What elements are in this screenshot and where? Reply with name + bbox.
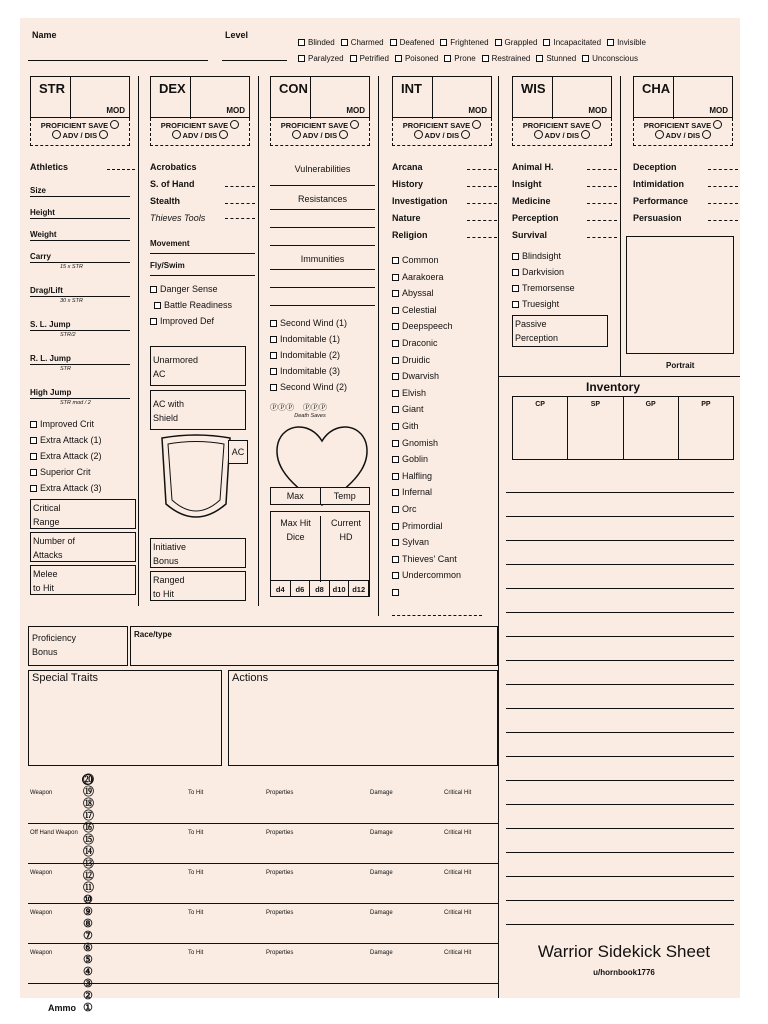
condition-3[interactable]: Prone xyxy=(444,54,475,63)
str-box[interactable]: Critical Range xyxy=(30,499,136,529)
ability-int: INT MOD PROFICIENT SAVE ADV / DIS xyxy=(392,76,492,146)
condition-2[interactable]: Poisoned xyxy=(395,54,438,63)
name-label: Name xyxy=(32,30,57,40)
language[interactable]: Aarakoera xyxy=(392,272,497,289)
language[interactable]: Goblin xyxy=(392,454,497,471)
str-stat[interactable]: Carry 15 x STR xyxy=(30,245,135,279)
language[interactable]: Primordial xyxy=(392,521,497,538)
skill-row[interactable]: Persuasion xyxy=(633,213,738,230)
sense[interactable]: Truesight xyxy=(512,299,617,315)
language[interactable]: Draconic xyxy=(392,338,497,355)
skill-row[interactable]: Stealth xyxy=(150,196,255,213)
language[interactable]: Druidic xyxy=(392,355,497,372)
str-check[interactable]: Improved Crit xyxy=(30,419,135,435)
shield-icon xyxy=(156,434,236,534)
condition-2[interactable]: Deafened xyxy=(390,38,435,47)
skill-row[interactable]: Intimidation xyxy=(633,179,738,196)
language[interactable]: Sylvan xyxy=(392,537,497,554)
con-check[interactable]: Second Wind (1) xyxy=(270,318,375,334)
skill-row[interactable]: S. of Hand xyxy=(150,179,255,196)
skill-row[interactable]: Athletics xyxy=(30,162,135,179)
ammo-13[interactable]: ⑬ xyxy=(83,858,95,870)
con-check[interactable]: Indomitable (2) xyxy=(270,350,375,366)
language[interactable]: Undercommon xyxy=(392,570,497,587)
ability-con: CON MOD PROFICIENT SAVE ADV / DIS xyxy=(270,76,370,146)
ammo-15[interactable]: ⑮ xyxy=(83,834,95,846)
condition-3[interactable]: Frightened xyxy=(440,38,488,47)
sense[interactable]: Blindsight xyxy=(512,251,617,267)
inventory-title: Inventory xyxy=(586,380,641,394)
ammo-4[interactable]: ④ xyxy=(83,966,93,978)
str-box[interactable]: Melee to Hit xyxy=(30,565,136,595)
con-check[interactable]: Indomitable (1) xyxy=(270,334,375,350)
language[interactable]: Deepspeech xyxy=(392,321,497,338)
str-box[interactable]: Number of Attacks xyxy=(30,532,136,562)
ammo-2[interactable]: ② xyxy=(83,990,93,1002)
language[interactable]: Elvish xyxy=(392,388,497,405)
condition-4[interactable]: Restrained xyxy=(482,54,531,63)
str-check[interactable]: Extra Attack (2) xyxy=(30,451,135,467)
ammo-10[interactable]: ⑩ xyxy=(83,894,93,906)
language[interactable]: Halfling xyxy=(392,471,497,488)
ammo-6[interactable]: ⑥ xyxy=(83,942,93,954)
con-check[interactable]: Indomitable (3) xyxy=(270,366,375,382)
condition-4[interactable]: Grappled xyxy=(495,38,538,47)
language[interactable] xyxy=(392,587,497,604)
ammo-12[interactable]: ⑫ xyxy=(83,870,95,882)
language[interactable]: Infernal xyxy=(392,487,497,504)
wis-column xyxy=(512,162,617,347)
condition-0[interactable]: Paralyzed xyxy=(298,54,344,63)
actions-box[interactable]: Actions xyxy=(228,670,498,766)
ammo-5[interactable]: ⑤ xyxy=(83,954,93,966)
ammo-11[interactable]: ⑪ xyxy=(83,882,95,894)
dex-check[interactable]: Danger Sense xyxy=(150,284,255,300)
proficiency-bonus-box[interactable]: Proficiency Bonus xyxy=(28,626,128,666)
cha-column xyxy=(633,162,738,230)
str-stat[interactable]: High Jump STR mod / 2 xyxy=(30,381,135,415)
language[interactable]: Common xyxy=(392,255,497,272)
sense[interactable]: Darkvision xyxy=(512,267,617,283)
skill-row[interactable]: Acrobatics xyxy=(150,162,197,172)
ammo-1[interactable]: ① xyxy=(83,1002,93,1014)
weapon-row[interactable]: Weapon To Hit Properties Damage Critical Hit xyxy=(28,790,498,824)
conditions-row-1 xyxy=(298,38,652,47)
sense[interactable]: Tremorsense xyxy=(512,283,617,299)
dex-column: Acrobatics S. of Hand Stealth Thieves Tools Movement Fly/Swim Danger Sense Battle Readiness Improved Def Unarmored AC AC with Shield AC Initiative Bonus Ranged to Hit xyxy=(150,162,255,601)
coin-gp[interactable]: GP xyxy=(624,397,679,459)
language[interactable]: Gnomish xyxy=(392,438,497,455)
coin-cp[interactable]: CP xyxy=(513,397,568,459)
skill-row[interactable]: Medicine xyxy=(512,196,617,213)
ammo-8[interactable]: ⑧ xyxy=(83,918,93,930)
skill-row[interactable]: Performance xyxy=(633,196,738,213)
con-check[interactable]: Second Wind (2) xyxy=(270,382,375,398)
sheet-title: Warrior Sidekick Sheet xyxy=(537,942,711,961)
ammo-row: Ammo⑳⑲⑱⑰⑯⑮⑭⑬⑫⑪⑩⑨⑧⑦⑥⑤④③②① xyxy=(48,774,95,1014)
ability-cha: CHA MOD PROFICIENT SAVE ADV / DIS xyxy=(633,76,733,146)
skill-row[interactable]: Perception xyxy=(512,213,617,230)
coin-table xyxy=(512,396,734,460)
str-stat[interactable]: Drag/Lift 30 x STR xyxy=(30,279,135,313)
str-stat[interactable]: Weight xyxy=(30,223,135,245)
skill-row[interactable]: Deception xyxy=(633,162,738,179)
character-sheet xyxy=(20,18,740,1014)
coin-pp[interactable]: PP xyxy=(701,401,711,408)
portrait-label: Portrait xyxy=(666,361,695,370)
condition-5[interactable]: Incapacitated xyxy=(543,38,601,47)
skill-row[interactable]: Nature xyxy=(392,213,497,230)
weapon-row[interactable]: Off Hand Weapon To Hit Properties Damage Critical Hit xyxy=(28,830,498,864)
special-traits-box[interactable]: Special Traits xyxy=(28,670,222,766)
race-type-box[interactable]: Race/type xyxy=(130,626,498,666)
str-stat[interactable]: Size xyxy=(30,179,135,201)
skill-row[interactable]: Investigation xyxy=(392,196,497,213)
ability-dex: DEX MOD PROFICIENT SAVE ADV / DIS xyxy=(150,76,250,146)
skill-row[interactable]: History xyxy=(392,179,497,196)
language[interactable]: Abyssal xyxy=(392,288,497,305)
condition-1[interactable]: Charmed xyxy=(341,38,384,47)
skill-row[interactable]: Survival xyxy=(512,230,617,247)
str-stat[interactable]: S. L. Jump STR/2 xyxy=(30,313,135,347)
language[interactable]: Gith xyxy=(392,421,497,438)
level-field[interactable] xyxy=(222,60,287,61)
level-label: Level xyxy=(225,30,249,40)
conditions-row-2 xyxy=(298,54,644,63)
skill-row[interactable]: Religion xyxy=(392,230,497,247)
portrait-box[interactable] xyxy=(626,236,734,354)
condition-1[interactable]: Petrified xyxy=(350,54,389,63)
ammo-17[interactable]: ⑰ xyxy=(83,810,95,822)
str-column xyxy=(30,162,135,598)
ammo-3[interactable]: ③ xyxy=(83,978,93,990)
condition-6[interactable]: Unconscious xyxy=(582,54,638,63)
ammo-16[interactable]: ⑯ xyxy=(83,822,95,834)
condition-0[interactable]: Blinded xyxy=(298,38,335,47)
str-check[interactable]: Extra Attack (1) xyxy=(30,435,135,451)
ammo-20[interactable]: ⑳ xyxy=(83,774,95,786)
ammo-9[interactable]: ⑨ xyxy=(83,906,93,918)
ability-str: STR MOD PROFICIENT SAVE ADV / DIS xyxy=(30,76,130,146)
condition-5[interactable]: Stunned xyxy=(536,54,576,63)
language[interactable]: Thieves' Cant xyxy=(392,554,497,571)
weapon-row[interactable]: Weapon To Hit Properties Damage Critical Hit xyxy=(28,910,498,944)
ammo-18[interactable]: ⑱ xyxy=(83,798,95,810)
weapon-row[interactable]: Weapon To Hit Properties Damage Critical Hit xyxy=(28,870,498,904)
sheet-author: u/hornbook1776 xyxy=(593,968,655,977)
int-column xyxy=(392,162,497,621)
dex-check[interactable]: Battle Readiness xyxy=(150,300,255,316)
condition-6[interactable]: Invisible xyxy=(607,38,646,47)
language[interactable]: Giant xyxy=(392,404,497,421)
ammo-14[interactable]: ⑭ xyxy=(83,846,95,858)
con-column: Vulnerabilities Resistances Immunities Second Wind (1) Indomitable (1) Indomitable (2) Indomitable (3) Second Wind (2) ⓅⓅⓅ ⓅⓅⓅ Death Saves Max Temp Max Hit Dice Current HD d4 d6 d8 d10 d12 xyxy=(270,162,375,597)
str-check[interactable]: Extra Attack (3) xyxy=(30,483,135,499)
hit-points[interactable]: Max Temp xyxy=(270,419,375,511)
str-stat[interactable]: R. L. Jump STR xyxy=(30,347,135,381)
language[interactable]: Orc xyxy=(392,504,497,521)
language[interactable]: Dwarvish xyxy=(392,371,497,388)
skill-row[interactable]: Animal H. xyxy=(512,162,617,179)
ammo-19[interactable]: ⑲ xyxy=(83,786,95,798)
ammo-7[interactable]: ⑦ xyxy=(83,930,93,942)
name-field[interactable] xyxy=(28,60,208,61)
language[interactable]: Celestial xyxy=(392,305,497,322)
skill-row[interactable]: Insight xyxy=(512,179,617,196)
skill-row[interactable]: Arcana xyxy=(392,162,497,179)
str-stat[interactable]: Height xyxy=(30,201,135,223)
dex-check[interactable]: Improved Def xyxy=(150,316,255,332)
passive-perception[interactable]: Passive Perception xyxy=(512,315,608,347)
weapon-row[interactable]: Weapon To Hit Properties Damage Critical Hit xyxy=(28,950,498,984)
ability-wis: WIS MOD PROFICIENT SAVE ADV / DIS xyxy=(512,76,612,146)
coin-sp[interactable]: SP xyxy=(568,397,623,459)
str-check[interactable]: Superior Crit xyxy=(30,467,135,483)
